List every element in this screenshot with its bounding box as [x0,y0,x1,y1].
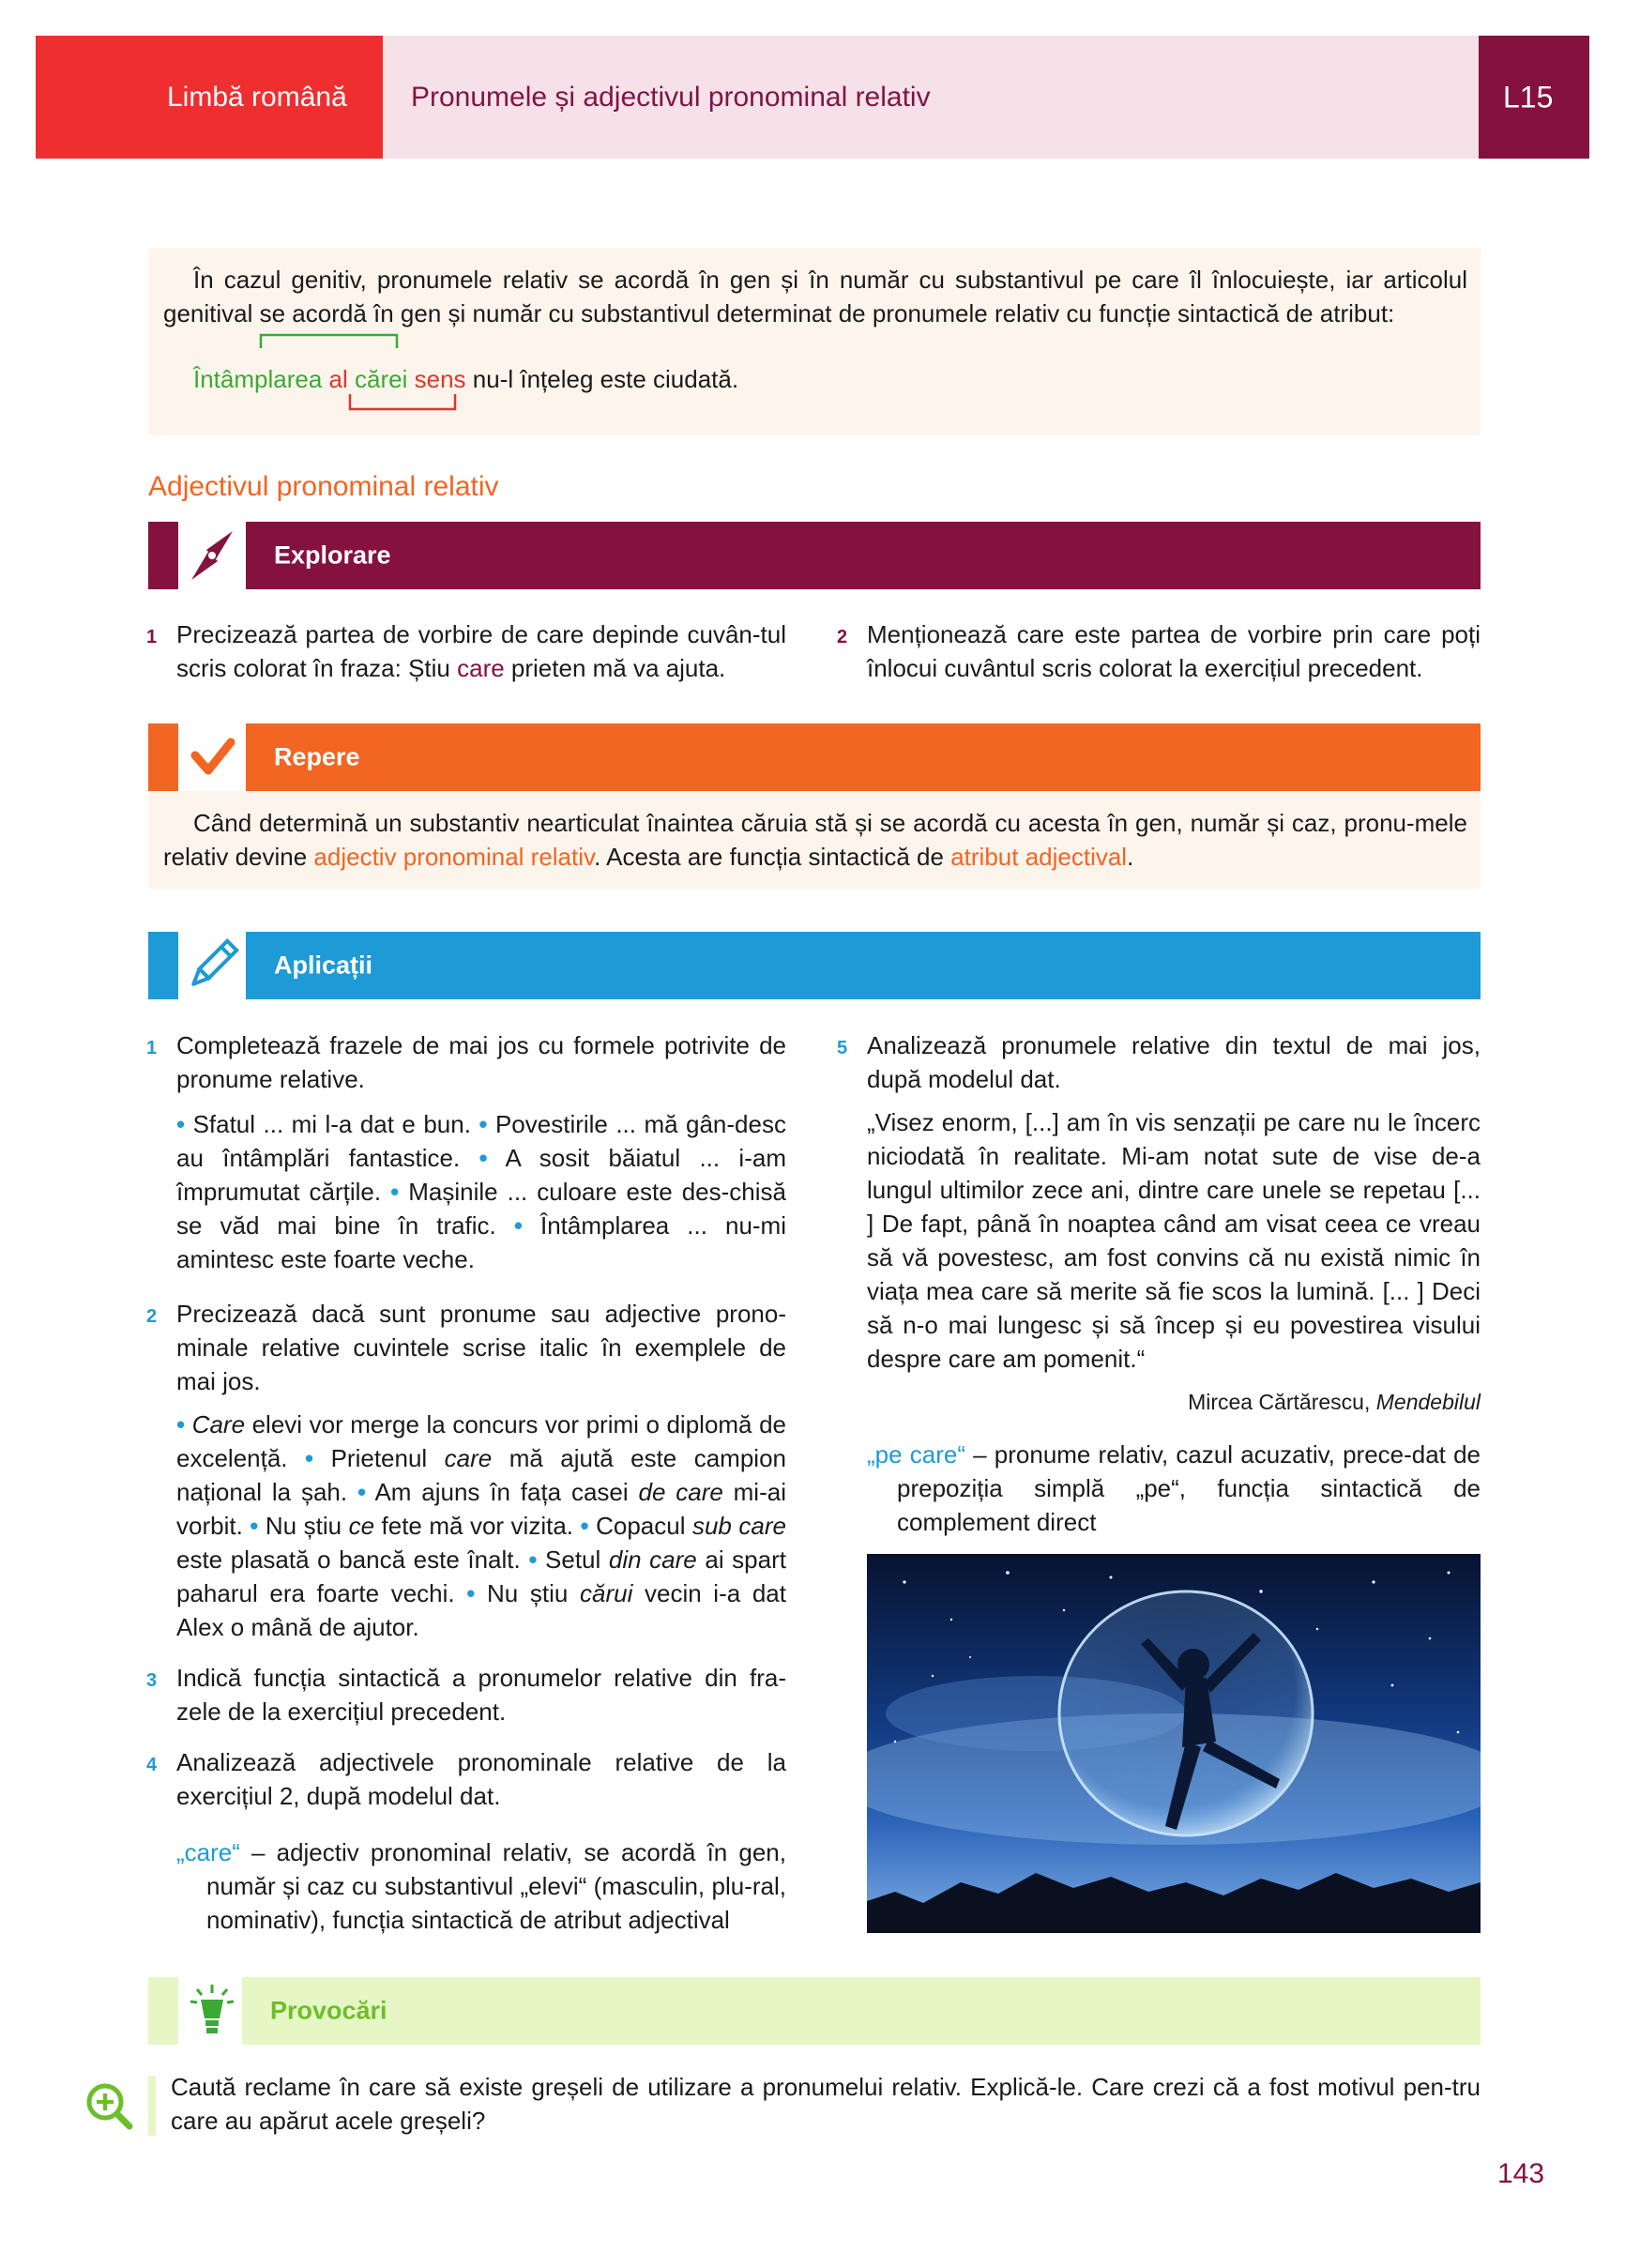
explorare-item-2-number: 2 [837,627,848,647]
exercise-5-model-term: „pe care“ [867,1440,965,1469]
explorare-item-1-text: Precizează partea de vorbire de care depinde cuvân-tul scris colorat în fraza: Știu [176,620,786,682]
exercise-3-text: Indică funcția sintactică a pronumelor relative din fra-zele de la exercițiul precedent. [176,1664,786,1726]
exercise-5-text: Analizează pronumele relative din textul de mai jos, după modelul dat. [867,1031,1481,1093]
quote-author: Mircea Cărtărescu, [1188,1390,1376,1414]
exercise-1-sentences: • Sfatul ... mi l-a dat e bun. • Povestirile ... mă gân-desc au întâmplări fantastice. • A sosit băiatul ... i-am împrumutat cărțile. • Mașinile ... culoare este des-chisă se văd mai bine în trafic. • Întâmplarea ... nu-mi amintesc este foarte veche. [176,1110,786,1273]
exercise-1-sentence: Întâmplarea ... nu-mi amintesc este foarte veche. [176,1211,786,1273]
example-rest: nu-l înțeleg este ciudată. [465,365,739,393]
zoom-in-icon [83,2079,135,2137]
repere-title: Repere [274,742,360,771]
exercise-4-text: Analizează adjectivele pronominale relative de la exercițiul 2, după modelul dat. [176,1748,786,1810]
explorare-item-1-number: 1 [146,627,158,647]
aplicatii-bar [246,932,1481,999]
example-word-sens: sens [414,365,466,393]
exercise-2-italic-word: din care [608,1545,697,1574]
exercise-2-sentences: • Care elevi vor merge la concurs vor primi o diplomă de excelență. • Prietenul care mă ajută este campion național la șah. • Am ajuns în fața casei de care mi-ai vorbit. • Nu știu ce fete mă vor vizita. • Copacul sub care este plasată o bancă este înalt. • Setul din care ai spart paharul era foarte vechi. • Nu știu cărui vecin i-a dat Alex o mână de ajutor. [176,1410,786,1641]
provocari-bar [242,1977,1481,2045]
header-title-label: Pronumele și adjectivul pronominal relativ [411,82,931,113]
genitive-agreement-brackets [148,248,1481,435]
exercise-2-italic-word: de care [638,1478,723,1506]
exercise-2-italic-word: ce [348,1512,375,1540]
genitive-note-box [148,248,1481,435]
exercise-4-number: 4 [146,1755,158,1775]
example-word-intamplarea: Întâmplarea [193,365,323,393]
repere-text [163,806,1467,874]
checkmark-icon [178,723,246,791]
explorare-bar-stub [148,522,178,589]
provocari-title: Provocări [270,1996,387,2025]
exercise-3-number: 3 [146,1670,158,1691]
header-title [383,36,1479,159]
header-lesson-label: L15 [1503,80,1554,114]
exercise-2-italic-word: cărui [579,1579,633,1607]
explorare-item-1-text-after: prieten mă va ajuta. [504,654,726,682]
repere-text-2: . Acesta are funcția sintactică de [594,843,951,871]
header-subject-label: Limbă română [167,82,347,113]
repere-term-2: atribut adjectival [950,843,1128,871]
genitive-example [193,362,738,396]
quote-attribution [867,1387,1481,1417]
exercise-1-sentence: Mașinile ... culoare este des-chisă se văd mai bine în trafic. [176,1178,786,1240]
example-word-al: al [328,365,348,393]
repere-bar-stub [148,723,178,791]
provocari-text: Caută reclame în care să existe greșeli de utilizare a pronumelui relativ. Explică-le. Care crezi că a fost motivul pen-tru care au apărut acele greșeli? [171,2073,1481,2135]
aplicatii-title: Aplicații [274,951,373,980]
exercise-2-italic-word: Care [191,1410,246,1438]
explorare-title: Explorare [274,540,391,570]
aplicatii-bar-stub [148,932,178,999]
header-lesson [1479,36,1589,159]
example-word-carei: cărei [355,365,408,393]
exercise-1-sentence: Sfatul ... mi l-a dat e bun. [192,1110,471,1138]
genitive-note-paragraph: În cazul genitiv, pronumele relativ se acordă în gen și în număr cu substantivul pe care îl înlocuiește, iar articolul genitival se acordă în gen și număr cu substantivul determinat de pronumele relativ cu funcție sintactică de atribut: [163,266,1467,327]
exercise-4-model [176,1835,786,1937]
repere-box [148,791,1481,889]
exercise-1-sentence: A sosit băiatul ... i-am împrumutat cărțile. [176,1144,786,1206]
pencil-icon [178,932,246,999]
explorare-item-1 [176,617,786,685]
exercise-1-sentence: Povestirile ... mă gân-desc au întâmplări fantastice. [176,1110,786,1172]
provocari-bar-stub [148,1977,178,2045]
exercise-2-italic-word: sub care [691,1512,786,1540]
exercise-5-number: 5 [837,1038,848,1058]
exercise-4-model-text: – adjectiv pronominal relativ, se acordă în gen, număr și caz cu substantivul „elevi“ (masculin, plu-ral, nominativ), funcția sintactică de atribut adjectival [206,1838,786,1934]
provocari-side-rule [148,2076,156,2136]
dream-bubble-illustration [867,1554,1481,1933]
exercise-2-instruction: Precizează dacă sunt pronume sau adjective prono-minale relative cuvintele scrise italic în exemplele de mai jos. [176,1300,786,1395]
repere-text-1: Când determină un substantiv nearticulat înaintea căruia stă și se acordă cu acesta în gen, număr și caz, pronu-mele relativ devine [163,809,1467,871]
explorare-item-1-highlight: care [457,654,505,682]
compass-icon [178,522,246,589]
exercise-5-quote: „Visez enorm, [...] am în vis senzații pe care nu le încerc niciodată în realitate. Mi-am notat sute de vise de-a lungul ultimilor zece ani, dintre care unele se repetau [... ] De fapt, până în noaptea când am visat ceea ce vreau să vă povestesc, am fost convins că nu există nimic în viața mea care să merite să fie scos la lumină. [... ] Deci să n-o mai lungesc și să încep și eu povestirea visului despre care am pomenit.“ [867,1108,1481,1373]
exercise-2-italic-word: care [444,1444,493,1472]
exercise-5-model [867,1438,1481,1539]
exercise-5-model-text: – pronume relativ, cazul acuzativ, prece-dat de prepoziția simplă „pe“, funcția sintactică de complement direct [897,1440,1481,1536]
section-heading: Adjectivul pronominal relativ [148,471,499,502]
exercise-4-model-term: „care“ [176,1838,240,1866]
repere-bar [246,723,1481,791]
lightbulb-icon [178,1977,246,2045]
quote-work: Mendebilul [1375,1390,1481,1414]
explorare-bar [246,522,1481,589]
header-subject [36,36,383,159]
exercise-1-instruction: Completează frazele de mai jos cu formele potrivite de pronume relative. [176,1031,786,1093]
page-number: 143 [1497,2158,1545,2189]
exercise-1-number: 1 [146,1038,158,1058]
exercise-2-number: 2 [146,1306,158,1327]
repere-term-1: adjectiv pronominal relativ [313,843,595,871]
repere-text-3: . [1127,843,1134,871]
explorare-item-2: Menționează care este partea de vorbire prin care poți înlocui cuvântul scris colorat la exercițiul precedent. [867,620,1481,682]
